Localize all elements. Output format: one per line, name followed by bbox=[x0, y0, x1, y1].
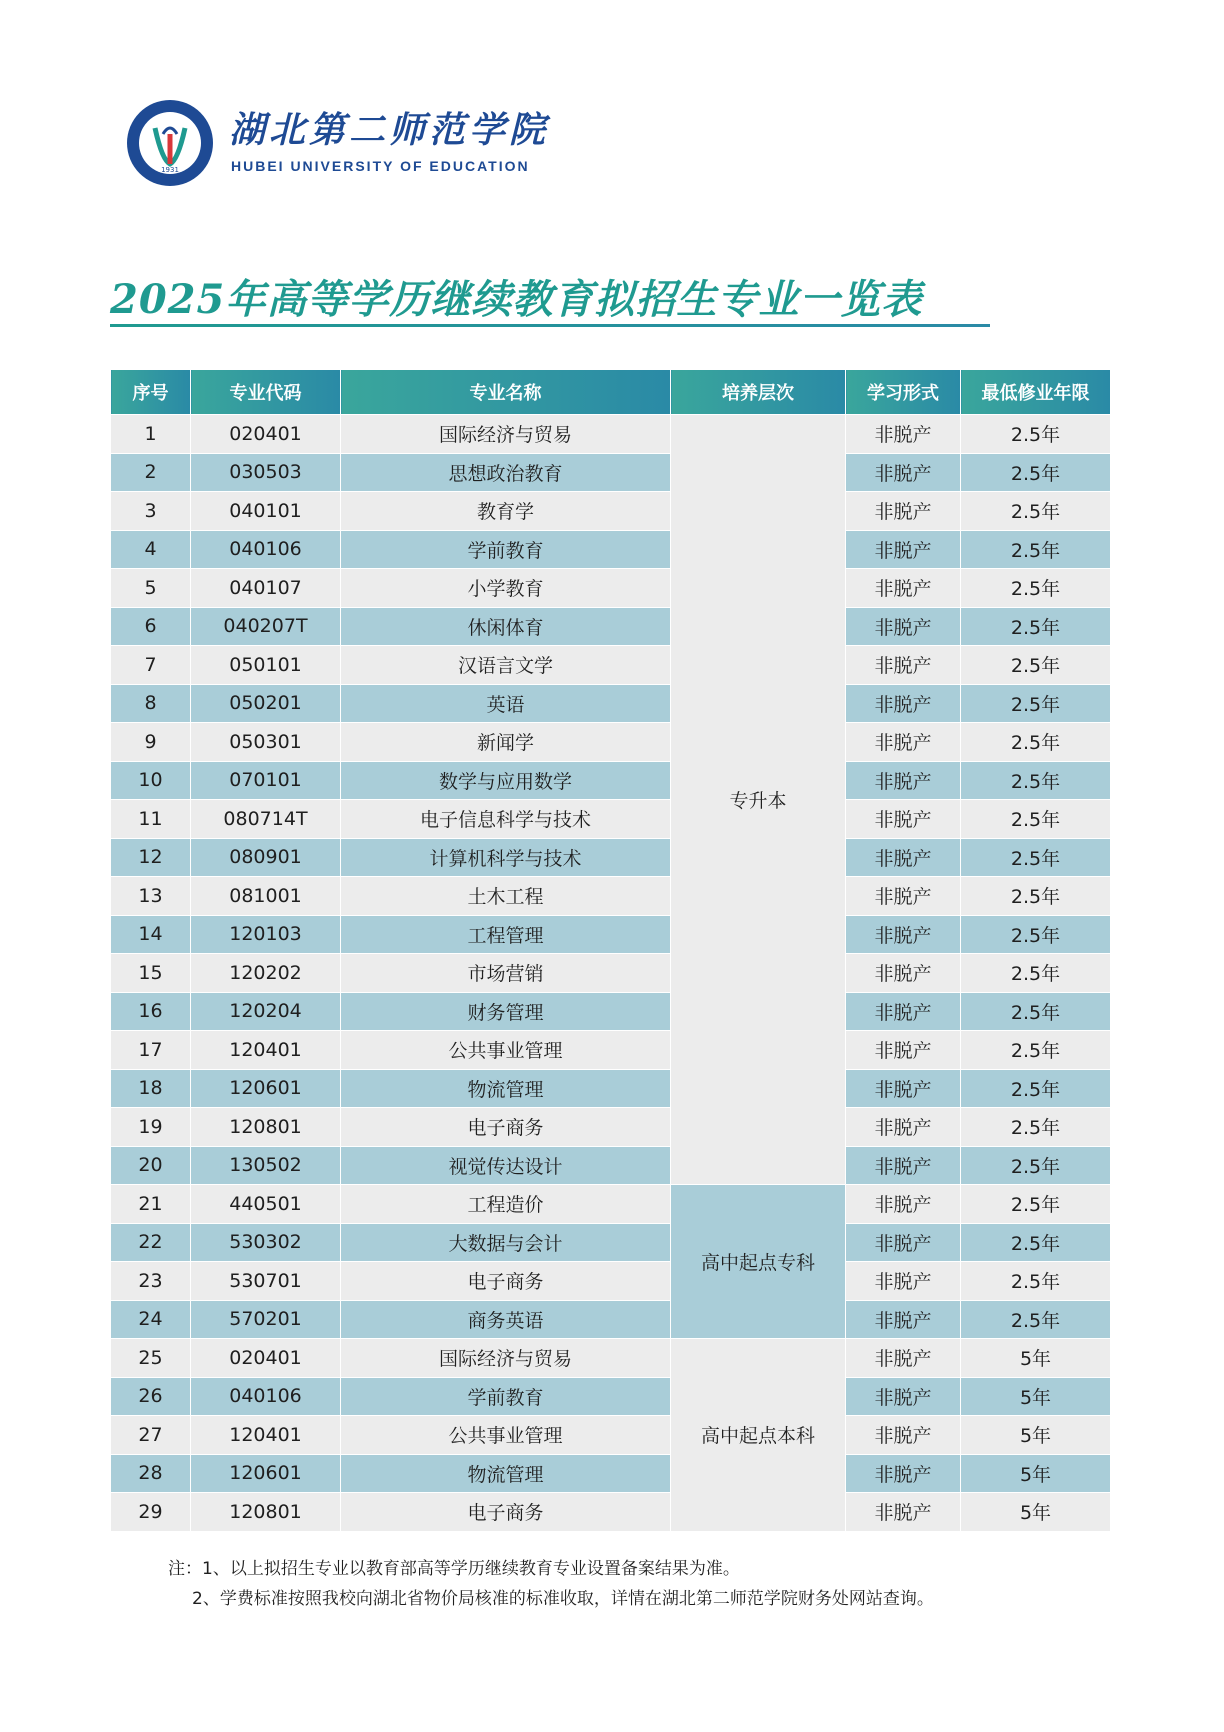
cell-form: 非脱产 bbox=[846, 838, 961, 877]
cell-years: 5年 bbox=[961, 1493, 1111, 1532]
cell-form: 非脱产 bbox=[846, 1069, 961, 1108]
cell-name: 休闲体育 bbox=[341, 607, 671, 646]
cell-form: 非脱产 bbox=[846, 800, 961, 839]
table-row bbox=[111, 530, 1111, 569]
table-row bbox=[111, 1339, 1111, 1378]
cell-no: 5 bbox=[111, 569, 191, 608]
cell-code: 120204 bbox=[191, 992, 341, 1031]
cell-code: 130502 bbox=[191, 1146, 341, 1185]
cell-form: 非脱产 bbox=[846, 1300, 961, 1339]
cell-no: 26 bbox=[111, 1377, 191, 1416]
cell-name: 视觉传达设计 bbox=[341, 1146, 671, 1185]
table-row bbox=[111, 915, 1111, 954]
title-underline bbox=[110, 324, 990, 327]
cell-code: 080901 bbox=[191, 838, 341, 877]
cell-years: 2.5年 bbox=[961, 530, 1111, 569]
cell-code: 120401 bbox=[191, 1031, 341, 1070]
cell-form: 非脱产 bbox=[846, 1493, 961, 1532]
table-row bbox=[111, 1454, 1111, 1493]
cell-code: 040107 bbox=[191, 569, 341, 608]
school-name-en: HUBEI UNIVERSITY OF EDUCATION bbox=[231, 158, 530, 174]
cell-code: 020401 bbox=[191, 1339, 341, 1378]
cell-years: 2.5年 bbox=[961, 607, 1111, 646]
cell-form: 非脱产 bbox=[846, 954, 961, 993]
notes bbox=[168, 1554, 934, 1614]
cell-no: 6 bbox=[111, 607, 191, 646]
cell-no: 1 bbox=[111, 415, 191, 454]
cell-name: 教育学 bbox=[341, 492, 671, 531]
cell-code: 570201 bbox=[191, 1300, 341, 1339]
cell-no: 25 bbox=[111, 1339, 191, 1378]
table-row bbox=[111, 800, 1111, 839]
cell-code: 120401 bbox=[191, 1416, 341, 1455]
cell-no: 3 bbox=[111, 492, 191, 531]
cell-form: 非脱产 bbox=[846, 1108, 961, 1147]
table-row bbox=[111, 1416, 1111, 1455]
cell-code: 530701 bbox=[191, 1262, 341, 1301]
cell-code: 120801 bbox=[191, 1493, 341, 1532]
cell-code: 120103 bbox=[191, 915, 341, 954]
majors-table bbox=[110, 369, 1111, 1532]
cell-form: 非脱产 bbox=[846, 1031, 961, 1070]
cell-no: 16 bbox=[111, 992, 191, 1031]
cell-years: 5年 bbox=[961, 1454, 1111, 1493]
cell-level: 高中起点专科 bbox=[671, 1185, 846, 1339]
cell-form: 非脱产 bbox=[846, 492, 961, 531]
cell-name: 物流管理 bbox=[341, 1069, 671, 1108]
cell-years: 2.5年 bbox=[961, 915, 1111, 954]
cell-form: 非脱产 bbox=[846, 761, 961, 800]
cell-years: 2.5年 bbox=[961, 992, 1111, 1031]
cell-years: 2.5年 bbox=[961, 1262, 1111, 1301]
cell-code: 120202 bbox=[191, 954, 341, 993]
cell-no: 27 bbox=[111, 1416, 191, 1455]
table-row bbox=[111, 492, 1111, 531]
cell-years: 2.5年 bbox=[961, 800, 1111, 839]
cell-name: 计算机科学与技术 bbox=[341, 838, 671, 877]
cell-level: 专升本 bbox=[671, 415, 846, 1185]
cell-years: 2.5年 bbox=[961, 492, 1111, 531]
cell-form: 非脱产 bbox=[846, 1185, 961, 1224]
cell-years: 5年 bbox=[961, 1339, 1111, 1378]
table-row bbox=[111, 1108, 1111, 1147]
cell-name: 电子商务 bbox=[341, 1262, 671, 1301]
cell-form: 非脱产 bbox=[846, 530, 961, 569]
cell-years: 2.5年 bbox=[961, 415, 1111, 454]
cell-years: 2.5年 bbox=[961, 1223, 1111, 1262]
cell-years: 5年 bbox=[961, 1416, 1111, 1455]
table-body bbox=[111, 415, 1111, 1532]
cell-name: 公共事业管理 bbox=[341, 1031, 671, 1070]
cell-years: 2.5年 bbox=[961, 1300, 1111, 1339]
cell-code: 030503 bbox=[191, 453, 341, 492]
cell-name: 物流管理 bbox=[341, 1454, 671, 1493]
cell-years: 2.5年 bbox=[961, 838, 1111, 877]
cell-code: 050201 bbox=[191, 684, 341, 723]
cell-form: 非脱产 bbox=[846, 1454, 961, 1493]
cell-form: 非脱产 bbox=[846, 569, 961, 608]
cell-years: 2.5年 bbox=[961, 954, 1111, 993]
cell-no: 12 bbox=[111, 838, 191, 877]
table-row bbox=[111, 453, 1111, 492]
cell-no: 29 bbox=[111, 1493, 191, 1532]
table-row bbox=[111, 569, 1111, 608]
table-header-row bbox=[111, 370, 1111, 415]
cell-years: 2.5年 bbox=[961, 453, 1111, 492]
table-row bbox=[111, 684, 1111, 723]
cell-no: 24 bbox=[111, 1300, 191, 1339]
table-row bbox=[111, 1493, 1111, 1532]
cell-no: 7 bbox=[111, 646, 191, 685]
table-row bbox=[111, 415, 1111, 454]
cell-name: 汉语言文学 bbox=[341, 646, 671, 685]
cell-years: 2.5年 bbox=[961, 877, 1111, 916]
school-header bbox=[125, 88, 625, 198]
cell-name: 学前教育 bbox=[341, 1377, 671, 1416]
school-logo-icon bbox=[125, 98, 215, 188]
cell-code: 440501 bbox=[191, 1185, 341, 1224]
cell-no: 4 bbox=[111, 530, 191, 569]
cell-name: 国际经济与贸易 bbox=[341, 415, 671, 454]
cell-no: 10 bbox=[111, 761, 191, 800]
cell-years: 2.5年 bbox=[961, 723, 1111, 762]
cell-no: 20 bbox=[111, 1146, 191, 1185]
cell-years: 2.5年 bbox=[961, 1185, 1111, 1224]
cell-form: 非脱产 bbox=[846, 992, 961, 1031]
table-row bbox=[111, 1262, 1111, 1301]
cell-code: 050301 bbox=[191, 723, 341, 762]
cell-no: 19 bbox=[111, 1108, 191, 1147]
cell-name: 财务管理 bbox=[341, 992, 671, 1031]
cell-years: 2.5年 bbox=[961, 684, 1111, 723]
cell-no: 8 bbox=[111, 684, 191, 723]
table-row bbox=[111, 1300, 1111, 1339]
header-no: 序号 bbox=[111, 370, 191, 415]
note-1: 注：1、以上拟招生专业以教育部高等学历继续教育专业设置备案结果为准。 bbox=[168, 1559, 740, 1579]
cell-code: 080714T bbox=[191, 800, 341, 839]
cell-name: 土木工程 bbox=[341, 877, 671, 916]
logo-year: 1931 bbox=[161, 166, 179, 174]
header-code: 专业代码 bbox=[191, 370, 341, 415]
cell-no: 18 bbox=[111, 1069, 191, 1108]
cell-form: 非脱产 bbox=[846, 1339, 961, 1378]
table-row bbox=[111, 1031, 1111, 1070]
cell-code: 120601 bbox=[191, 1454, 341, 1493]
table-row bbox=[111, 1377, 1111, 1416]
table-row bbox=[111, 646, 1111, 685]
cell-no: 14 bbox=[111, 915, 191, 954]
cell-years: 2.5年 bbox=[961, 569, 1111, 608]
table-row bbox=[111, 1185, 1111, 1224]
table-row bbox=[111, 761, 1111, 800]
cell-name: 小学教育 bbox=[341, 569, 671, 608]
table-row bbox=[111, 954, 1111, 993]
cell-code: 081001 bbox=[191, 877, 341, 916]
header-level: 培养层次 bbox=[671, 370, 846, 415]
cell-code: 040101 bbox=[191, 492, 341, 531]
cell-name: 国际经济与贸易 bbox=[341, 1339, 671, 1378]
cell-form: 非脱产 bbox=[846, 1146, 961, 1185]
table-row bbox=[111, 723, 1111, 762]
cell-form: 非脱产 bbox=[846, 684, 961, 723]
cell-code: 040106 bbox=[191, 530, 341, 569]
title-block bbox=[110, 268, 990, 330]
cell-no: 2 bbox=[111, 453, 191, 492]
cell-name: 工程造价 bbox=[341, 1185, 671, 1224]
cell-years: 2.5年 bbox=[961, 761, 1111, 800]
cell-no: 22 bbox=[111, 1223, 191, 1262]
cell-name: 公共事业管理 bbox=[341, 1416, 671, 1455]
page-title: 2025年高等学历继续教育拟招生专业一览表 bbox=[110, 276, 923, 323]
cell-name: 市场营销 bbox=[341, 954, 671, 993]
cell-no: 21 bbox=[111, 1185, 191, 1224]
cell-name: 工程管理 bbox=[341, 915, 671, 954]
cell-code: 120601 bbox=[191, 1069, 341, 1108]
cell-years: 2.5年 bbox=[961, 1031, 1111, 1070]
note-2: 2、学费标准按照我校向湖北省物价局核准的标准收取，详情在湖北第二师范学院财务处网站查询。 bbox=[192, 1589, 934, 1609]
cell-name: 数学与应用数学 bbox=[341, 761, 671, 800]
cell-years: 2.5年 bbox=[961, 1069, 1111, 1108]
cell-no: 28 bbox=[111, 1454, 191, 1493]
cell-name: 电子商务 bbox=[341, 1108, 671, 1147]
cell-code: 120801 bbox=[191, 1108, 341, 1147]
cell-name: 商务英语 bbox=[341, 1300, 671, 1339]
cell-no: 13 bbox=[111, 877, 191, 916]
cell-code: 040106 bbox=[191, 1377, 341, 1416]
cell-form: 非脱产 bbox=[846, 1416, 961, 1455]
cell-form: 非脱产 bbox=[846, 415, 961, 454]
cell-form: 非脱产 bbox=[846, 915, 961, 954]
cell-years: 2.5年 bbox=[961, 1146, 1111, 1185]
cell-form: 非脱产 bbox=[846, 1377, 961, 1416]
cell-code: 020401 bbox=[191, 415, 341, 454]
cell-form: 非脱产 bbox=[846, 607, 961, 646]
table-row bbox=[111, 1223, 1111, 1262]
cell-form: 非脱产 bbox=[846, 1262, 961, 1301]
cell-code: 530302 bbox=[191, 1223, 341, 1262]
header-form: 学习形式 bbox=[846, 370, 961, 415]
cell-code: 040207T bbox=[191, 607, 341, 646]
cell-years: 2.5年 bbox=[961, 646, 1111, 685]
cell-form: 非脱产 bbox=[846, 646, 961, 685]
cell-name: 思想政治教育 bbox=[341, 453, 671, 492]
cell-name: 学前教育 bbox=[341, 530, 671, 569]
table-row bbox=[111, 992, 1111, 1031]
cell-name: 电子信息科学与技术 bbox=[341, 800, 671, 839]
cell-code: 070101 bbox=[191, 761, 341, 800]
cell-name: 大数据与会计 bbox=[341, 1223, 671, 1262]
cell-years: 2.5年 bbox=[961, 1108, 1111, 1147]
cell-no: 11 bbox=[111, 800, 191, 839]
header-name: 专业名称 bbox=[341, 370, 671, 415]
cell-name: 电子商务 bbox=[341, 1493, 671, 1532]
cell-form: 非脱产 bbox=[846, 453, 961, 492]
cell-form: 非脱产 bbox=[846, 723, 961, 762]
cell-no: 17 bbox=[111, 1031, 191, 1070]
cell-level: 高中起点本科 bbox=[671, 1339, 846, 1532]
cell-name: 英语 bbox=[341, 684, 671, 723]
school-name-cn: 湖北第二师范学院 bbox=[229, 109, 550, 151]
table-row bbox=[111, 1146, 1111, 1185]
cell-name: 新闻学 bbox=[341, 723, 671, 762]
cell-code: 050101 bbox=[191, 646, 341, 685]
cell-no: 23 bbox=[111, 1262, 191, 1301]
table-row bbox=[111, 877, 1111, 916]
table-row bbox=[111, 607, 1111, 646]
cell-years: 5年 bbox=[961, 1377, 1111, 1416]
cell-form: 非脱产 bbox=[846, 1223, 961, 1262]
cell-form: 非脱产 bbox=[846, 877, 961, 916]
cell-no: 9 bbox=[111, 723, 191, 762]
header-years: 最低修业年限 bbox=[961, 370, 1111, 415]
table-row bbox=[111, 838, 1111, 877]
table-row bbox=[111, 1069, 1111, 1108]
cell-no: 15 bbox=[111, 954, 191, 993]
